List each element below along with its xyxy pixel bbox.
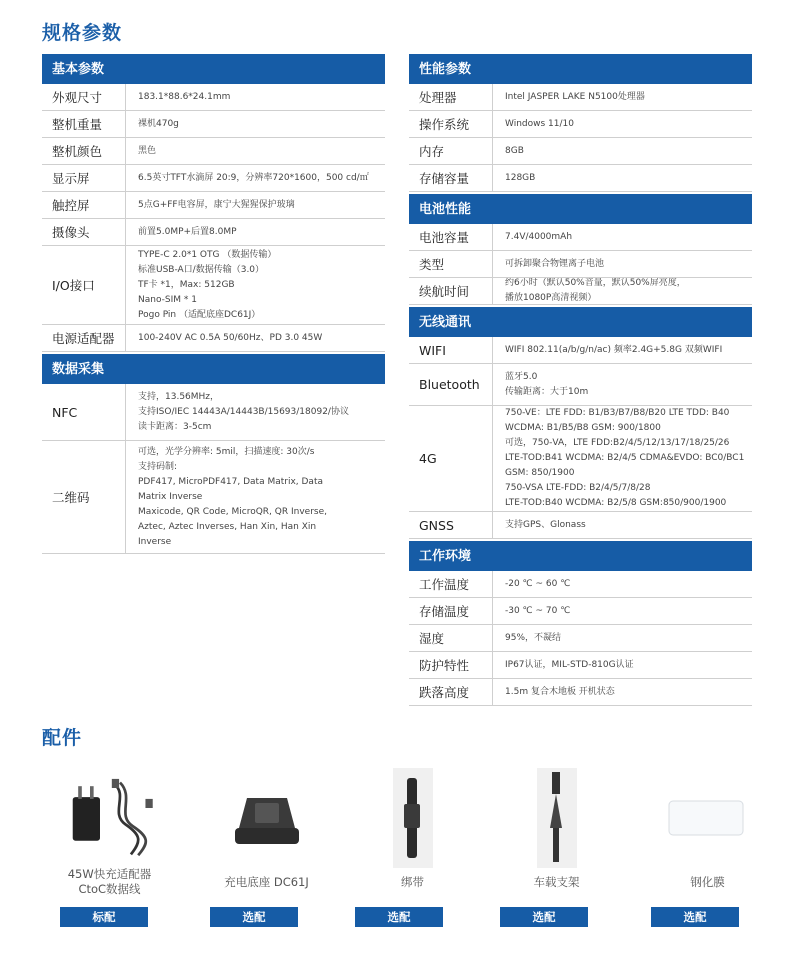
charging-dock-icon xyxy=(217,770,317,865)
spec-value-line: Pogo Pin （适配底座DC61J） xyxy=(138,309,261,320)
spec-label: 续航时间 xyxy=(409,278,493,304)
spec-value xyxy=(493,679,752,705)
spec-label: 湿度 xyxy=(409,625,493,651)
spec-row xyxy=(409,337,752,364)
spec-row xyxy=(409,571,752,598)
accessory-item xyxy=(47,770,172,897)
spec-section-header: 性能参数 xyxy=(409,54,752,84)
spec-value xyxy=(493,337,752,363)
spec-label: 摄像头 xyxy=(42,219,126,245)
spec-section-header: 基本参数 xyxy=(42,54,385,84)
spec-value-line: 传输距离：大于10m xyxy=(505,386,589,397)
spec-value-line: 183.1*88.6*24.1mm xyxy=(138,91,231,102)
spec-value-line: GSM: 850/1900 xyxy=(505,468,575,478)
spec-label: 电池容量 xyxy=(409,224,493,250)
spec-value-line: WIFI 802.11(a/b/g/n/ac) 频率2.4G+5.8G 双频WIFI xyxy=(505,344,723,355)
spec-value-line: 95%，不凝结 xyxy=(505,632,562,643)
accessory-name-line: 充电底座 DC61J xyxy=(224,875,309,889)
spec-value-line: 黑色 xyxy=(138,145,157,156)
spec-value-line: 750-VSA LTE-FDD: B2/4/5/7/8/28 xyxy=(505,483,651,493)
spec-value-line: 可选，750-VA，LTE FDD:B2/4/5/12/13/17/18/25/26 xyxy=(505,438,730,448)
spec-row xyxy=(409,598,752,625)
spec-row xyxy=(42,325,385,352)
spec-value-line: 5点G+FF电容屏，康宁大猩猩保护玻璃 xyxy=(138,199,295,210)
spec-section-battery xyxy=(409,194,752,305)
accessory-name-line: 45W快充适配器 xyxy=(67,867,152,881)
spec-label: 显示屏 xyxy=(42,165,126,191)
spec-label: 二维码 xyxy=(42,441,126,553)
spec-row xyxy=(409,165,752,192)
spec-value xyxy=(493,138,752,164)
spec-row xyxy=(409,138,752,165)
spec-label: 整机颜色 xyxy=(42,138,126,164)
spec-row xyxy=(409,652,752,679)
spec-row xyxy=(42,246,385,325)
accessory-name-line: 钢化膜 xyxy=(690,875,725,889)
spec-label: GNSS xyxy=(409,512,493,538)
spec-value-line: -30 ℃ ~ 70 ℃ xyxy=(505,605,571,616)
hand-strap-icon xyxy=(363,770,463,865)
spec-label: WIFI xyxy=(409,337,493,363)
spec-label: 外观尺寸 xyxy=(42,84,126,110)
spec-value-line: PDF417, MicroPDF417, Data Matrix, Data xyxy=(138,476,323,487)
spec-value xyxy=(493,84,752,110)
spec-value-line: 可拆卸聚合物锂离子电池 xyxy=(505,258,605,269)
spec-value xyxy=(493,652,752,678)
spec-label: 内存 xyxy=(409,138,493,164)
spec-label: 类型 xyxy=(409,251,493,277)
screen-protector-icon xyxy=(658,770,758,865)
spec-row xyxy=(42,384,385,441)
spec-row xyxy=(409,364,752,406)
accessory-item xyxy=(350,770,475,890)
spec-label: 存储温度 xyxy=(409,598,493,624)
spec-row xyxy=(409,406,752,512)
spec-label: I/O接口 xyxy=(42,246,126,324)
spec-value-line: TYPE-C 2.0*1 OTG （数据传输） xyxy=(138,249,277,260)
spec-value-line: 约6小时（默认50%音量，默认50%屏亮度， xyxy=(505,278,686,288)
accessory-item xyxy=(494,770,619,890)
spec-row xyxy=(409,512,752,539)
spec-value-line: -20 ℃ ~ 60 ℃ xyxy=(505,578,571,589)
spec-section-basic xyxy=(42,54,385,352)
spec-value-line: WCDMA: B1/B5/B8 GSM: 900/1800 xyxy=(505,423,661,433)
spec-row xyxy=(409,224,752,251)
spec-value xyxy=(493,278,752,304)
spec-value-line: LTE-TOD:B40 WCDMA: B2/5/8 GSM:850/900/1900 xyxy=(505,498,727,508)
spec-value-line: 裸机470g xyxy=(138,118,179,129)
spec-value-line: Nano-SIM * 1 xyxy=(138,294,197,305)
spec-value xyxy=(126,325,385,351)
spec-row xyxy=(42,84,385,111)
accessories-section-title: 配件 xyxy=(42,727,83,749)
accessory-name xyxy=(494,875,619,890)
spec-value-line: Inverse xyxy=(138,536,172,547)
accessory-tag-badge: 选配 xyxy=(210,907,298,927)
spec-label: NFC xyxy=(42,384,126,440)
spec-label: 工作温度 xyxy=(409,571,493,597)
spec-label: 整机重量 xyxy=(42,111,126,137)
spec-section-header: 无线通讯 xyxy=(409,307,752,337)
spec-value xyxy=(126,84,385,110)
spec-label: 防护特性 xyxy=(409,652,493,678)
spec-value xyxy=(493,625,752,651)
spec-label: 处理器 xyxy=(409,84,493,110)
spec-value-line: Intel JASPER LAKE N5100处理器 xyxy=(505,91,645,102)
accessory-name-line: CtoC数据线 xyxy=(78,882,141,896)
spec-value-line: 标准USB-A口/数据传输（3.0） xyxy=(138,264,265,275)
spec-value xyxy=(126,384,385,440)
accessory-tag-badge: 标配 xyxy=(60,907,148,927)
accessory-tag-badge: 选配 xyxy=(651,907,739,927)
spec-row xyxy=(409,251,752,278)
accessory-name xyxy=(350,875,475,890)
spec-row xyxy=(42,165,385,192)
spec-label: 操作系统 xyxy=(409,111,493,137)
spec-row xyxy=(409,278,752,305)
spec-value-line: TF卡 *1，Max: 512GB xyxy=(138,279,235,290)
spec-value xyxy=(493,571,752,597)
spec-section-data xyxy=(42,354,385,554)
accessory-name xyxy=(47,867,172,897)
spec-row xyxy=(409,84,752,111)
spec-value-line: 750-VE：LTE FDD: B1/B3/B7/B8/B20 LTE TDD: B40 xyxy=(505,408,730,418)
spec-section-header: 电池性能 xyxy=(409,194,752,224)
spec-value xyxy=(493,111,752,137)
spec-label: Bluetooth xyxy=(409,364,493,405)
spec-row xyxy=(42,111,385,138)
spec-label: 存储容量 xyxy=(409,165,493,191)
spec-value-line: Matrix Inverse xyxy=(138,491,203,502)
spec-value xyxy=(493,512,752,538)
spec-value-line: 前置5.0MP+后置8.0MP xyxy=(138,226,237,237)
spec-section-header: 数据采集 xyxy=(42,354,385,384)
spec-value xyxy=(126,219,385,245)
spec-section-wireless xyxy=(409,307,752,539)
spec-value-line: Windows 11/10 xyxy=(505,118,574,129)
spec-value xyxy=(493,251,752,277)
spec-value xyxy=(126,246,385,324)
spec-row xyxy=(409,679,752,706)
spec-value xyxy=(493,598,752,624)
spec-value-line: 读卡距离：3-5cm xyxy=(138,421,212,432)
spec-label: 跌落高度 xyxy=(409,679,493,705)
accessory-tag-badge: 选配 xyxy=(500,907,588,927)
accessory-name-line: 车载支架 xyxy=(533,875,580,889)
spec-value-line: 7.4V/4000mAh xyxy=(505,231,573,242)
spec-value-line: 支持ISO/IEC 14443A/14443B/15693/18092/协议 xyxy=(138,406,349,417)
spec-row xyxy=(42,192,385,219)
accessory-name xyxy=(645,875,770,890)
right-spec-column xyxy=(409,54,752,706)
accessory-tag-badge: 选配 xyxy=(355,907,443,927)
spec-value-line: 8GB xyxy=(505,145,524,156)
spec-value-line: IP67认证，MIL-STD-810G认证 xyxy=(505,659,634,670)
spec-value xyxy=(126,138,385,164)
spec-value-line: 支持码制: xyxy=(138,461,178,472)
spec-label: 4G xyxy=(409,406,493,511)
spec-value-line: 支持GPS、Glonass xyxy=(505,519,586,530)
spec-value xyxy=(493,165,752,191)
spec-label: 电源适配器 xyxy=(42,325,126,351)
accessory-name-line: 绑带 xyxy=(401,875,424,889)
spec-value-line: 128GB xyxy=(505,172,536,183)
spec-value-line: 100-240V AC 0.5A 50/60Hz、PD 3.0 45W xyxy=(138,332,323,343)
spec-value-line: 1.5m 复合木地板 开机状态 xyxy=(505,686,615,697)
spec-value-line: Maxicode, QR Code, MicroQR, QR Inverse, xyxy=(138,506,327,517)
spec-value-line: 可选，光学分辨率: 5mil，扫描速度: 30次/s xyxy=(138,446,315,457)
spec-value xyxy=(126,192,385,218)
spec-row xyxy=(42,441,385,554)
accessory-item xyxy=(204,770,329,890)
spec-row xyxy=(409,111,752,138)
spec-row xyxy=(42,138,385,165)
accessory-name xyxy=(204,875,329,890)
spec-value-line: Aztec, Aztec Inverses, Han Xin, Han Xin xyxy=(138,521,317,532)
spec-value-line: LTE-TOD:B41 WCDMA: B2/4/5 CDMA&EVDO: BC0/BC1 xyxy=(505,453,745,463)
spec-label: 触控屏 xyxy=(42,192,126,218)
spec-value-line: 支持，13.56MHz， xyxy=(138,391,220,402)
charger-cable-icon xyxy=(60,770,160,865)
spec-row xyxy=(42,219,385,246)
spec-value-line: 播放1080P高清视频） xyxy=(505,293,597,303)
spec-section-perf xyxy=(409,54,752,192)
spec-value xyxy=(126,111,385,137)
spec-value xyxy=(493,364,752,405)
left-spec-column xyxy=(42,54,385,554)
spec-value-line: 6.5英寸TFT水滴屏 20:9，分辨率720*1600，500 cd/㎡ xyxy=(138,172,369,183)
spec-value xyxy=(493,224,752,250)
accessory-item xyxy=(645,770,770,890)
spec-row xyxy=(409,625,752,652)
spec-value xyxy=(126,441,385,553)
spec-value xyxy=(126,165,385,191)
spec-section-header: 工作环境 xyxy=(409,541,752,571)
spec-value-line: 蓝牙5.0 xyxy=(505,371,538,382)
spec-value xyxy=(493,406,752,511)
spec-section-env xyxy=(409,541,752,706)
spec-section-title: 规格参数 xyxy=(42,22,123,44)
car-mount-icon xyxy=(507,770,607,865)
